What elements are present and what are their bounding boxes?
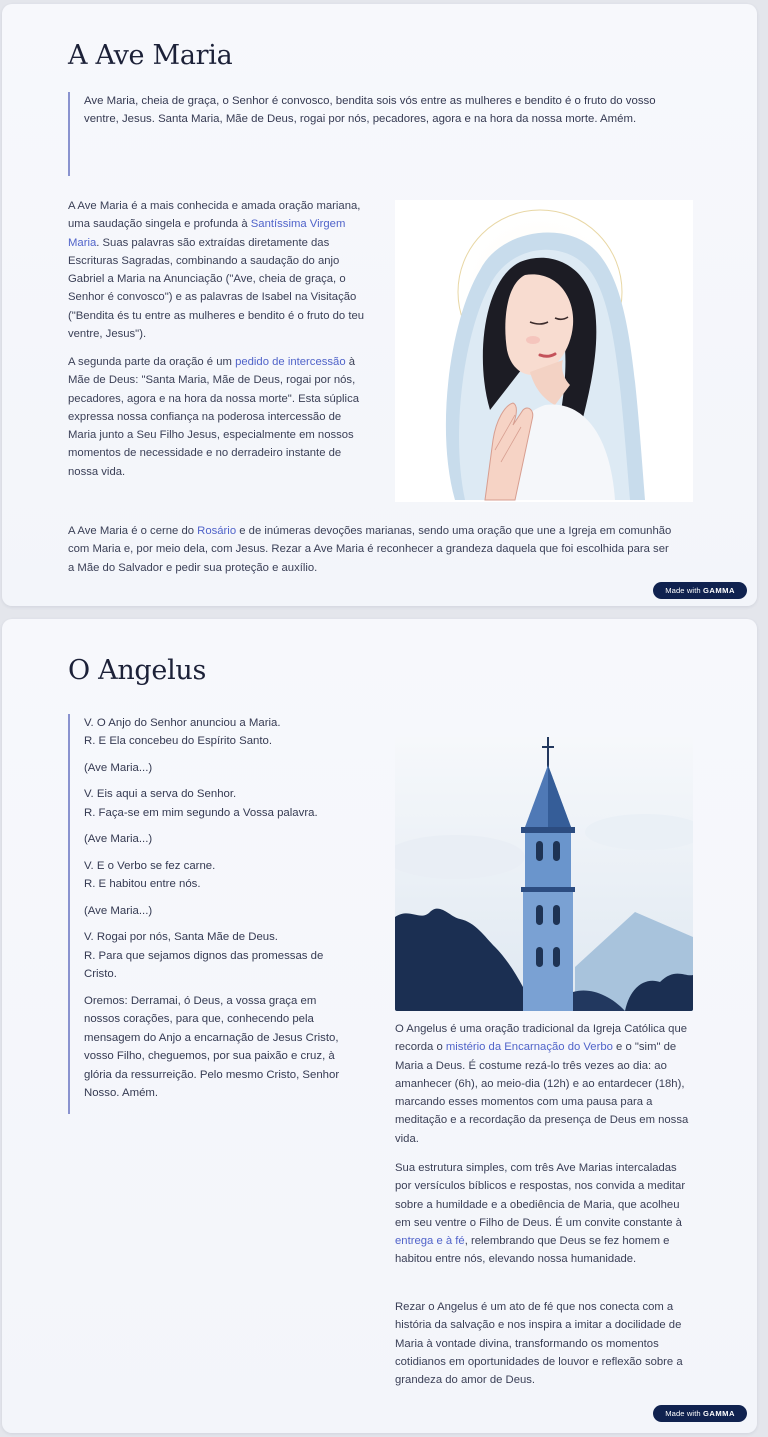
gamma-logo: GAMMA — [702, 1409, 735, 1418]
verse-1 — [84, 714, 354, 751]
angelus-paragraph-3: Rezar o Angelus é um ato de fé que nos conecta com a história da salvação e nos inspira a imitar a docilidade de Maria à vontade divina, transformando os momentos cotidianos em oportunidades de louvor e reflexão sobre a grandeza do amor de Deus. — [395, 1301, 683, 1387]
link-pedido-de-intercessao[interactable]: pedido de intercessão — [235, 356, 346, 368]
ave-maria-paragraph-3 — [68, 522, 678, 577]
badge-prefix: Made with — [665, 586, 701, 595]
text: e de inúmeras devoções marianas, sendo uma oração que une a Igreja em comunhão com Maria e, por meio dela, com Jesus. Rezar a Ave Maria é reconhecer a grandeza daquela que foi escolhida para ser a Mãe do Salvador e pedir sua proteção e auxílio. — [68, 525, 672, 574]
ave-maria-refrain: (Ave Maria...) — [84, 904, 153, 917]
versicle: V. O Anjo do Senhor anunciou a Maria. — [84, 717, 281, 729]
badge-prefix: Made with — [665, 1409, 701, 1418]
text: e o "sim" de Maria a Deus. É costume rezá-lo três vezes ao dia: ao amanhecer (6h), ao meio-dia (12h) e ao entardecer (18h), marcando esses momentos com uma pausa para a meditação e a recordação da presença de Deus em nossa vida. — [395, 1041, 689, 1145]
response: R. Faça-se em mim segundo a Vossa palavra. — [84, 806, 318, 819]
text: Sua estrutura simples, com três Ave Marias intercaladas por versículos bíblicos e respostas, nos convida a meditar sobre a humildade e a obediência de Maria, que acolheu em seu ventre o Filho de Deus. É um convite constante à — [395, 1162, 686, 1229]
ave-maria-paragraph-1 — [68, 197, 368, 343]
angelus-paragraph-1 — [395, 1020, 695, 1148]
ave-maria-refrain: (Ave Maria...) — [84, 761, 153, 774]
praying-mary-icon — [395, 200, 693, 502]
text: A segunda parte da oração é um — [68, 356, 236, 368]
angelus-paragraph-2 — [395, 1159, 695, 1269]
ave-maria-prayer-text: Ave Maria, cheia de graça, o Senhor é convosco, bendita sois vós entre as mulheres e bendito é o fruto do vosso ventre, Jesus. Santa Maria, Mãe de Deus, rogai por nós, pecadores, agora e na hora da nossa morte. Amém. — [84, 95, 656, 126]
versicle: V. E o Verbo se fez carne. — [84, 859, 216, 872]
link-misterio-da-encarnacao[interactable]: mistério da Encarnação do Verbo — [445, 1041, 613, 1054]
response: R. Para que sejamos dignos das promessas de Cristo. — [84, 949, 324, 981]
ave-maria-card — [2, 4, 757, 606]
church-tower-icon — [395, 737, 693, 1011]
ave-maria-refrain: (Ave Maria...) — [84, 833, 153, 846]
gamma-logo: GAMMA — [702, 586, 735, 595]
text: à Mãe de Deus: "Santa Maria, Mãe de Deus, rogai por nós, pecadores, agora e na hora da nossa morte". Esta súplica expressa nossa confiança na poderosa intercessão de Maria junto a Seu Filho Jesus, especialmente em nossos momentos de necessidade e no derradeiro instante de nossa vida. — [68, 356, 359, 478]
page-title: O Angelus — [68, 655, 207, 686]
text: A Ave Maria é a mais conhecida e amada oração mariana, uma saudação singela e profunda à — [68, 200, 361, 231]
text: A Ave Maria é o cerne do — [68, 525, 198, 537]
link-entrega-e-a-fe[interactable]: entrega e à fé — [395, 1235, 465, 1248]
ave-maria-prayer-quote — [68, 92, 684, 176]
text: , relembrando que Deus se fez homem e habitou entre nós, elevando nossa humanidade. — [395, 1235, 670, 1266]
ave-maria-paragraph-2 — [68, 353, 368, 481]
response: R. E Ela concebeu do Espírito Santo. — [84, 735, 273, 748]
page-title: A Ave Maria — [68, 40, 233, 71]
angelus-card — [2, 619, 757, 1433]
text: O Angelus é uma oração tradicional da Igreja Católica que recorda o — [395, 1023, 688, 1054]
verse-2 — [84, 785, 354, 822]
oremos-prayer: Oremos: Derramai, ó Deus, a vossa graça em nossos corações, para que, conhecendo pela mensagem do Anjo a encarnação de Jesus Cristo, vosso Filho, cheguemos, por sua paixão e cruz, à glória da ressurreição. Pelo mesmo Cristo, Senhor Nosso. Amém. — [84, 994, 340, 1099]
verse-4 — [84, 928, 354, 983]
angelus-prayer-quote — [68, 714, 354, 1114]
versicle: V. Eis aqui a serva do Senhor. — [84, 788, 237, 801]
link-rosario[interactable]: Rosário — [197, 525, 237, 537]
text: . Suas palavras são extraídas diretamente das Escrituras Sagradas, combinando a saudação do anjo Gabriel a Maria na Anunciação ("Ave, cheia de graça, o Senhor é convosco") e as palavras de Isabel na Visitação ("Bendita és tu entre as mulheres e bendito é o fruto do teu ventre, Jesus"). — [68, 236, 365, 341]
made-with-gamma-badge[interactable] — [653, 582, 747, 599]
versicle: V. Rogai por nós, Santa Mãe de Deus. — [84, 931, 278, 944]
link-santissima-virgem-maria[interactable]: Santíssima Virgem Maria — [68, 218, 346, 249]
response: R. E habitou entre nós. — [84, 878, 201, 891]
verse-3 — [84, 857, 354, 894]
bell-tower-illustration — [395, 737, 693, 1011]
virgin-mary-illustration — [395, 200, 693, 502]
made-with-gamma-badge[interactable] — [653, 1405, 747, 1422]
